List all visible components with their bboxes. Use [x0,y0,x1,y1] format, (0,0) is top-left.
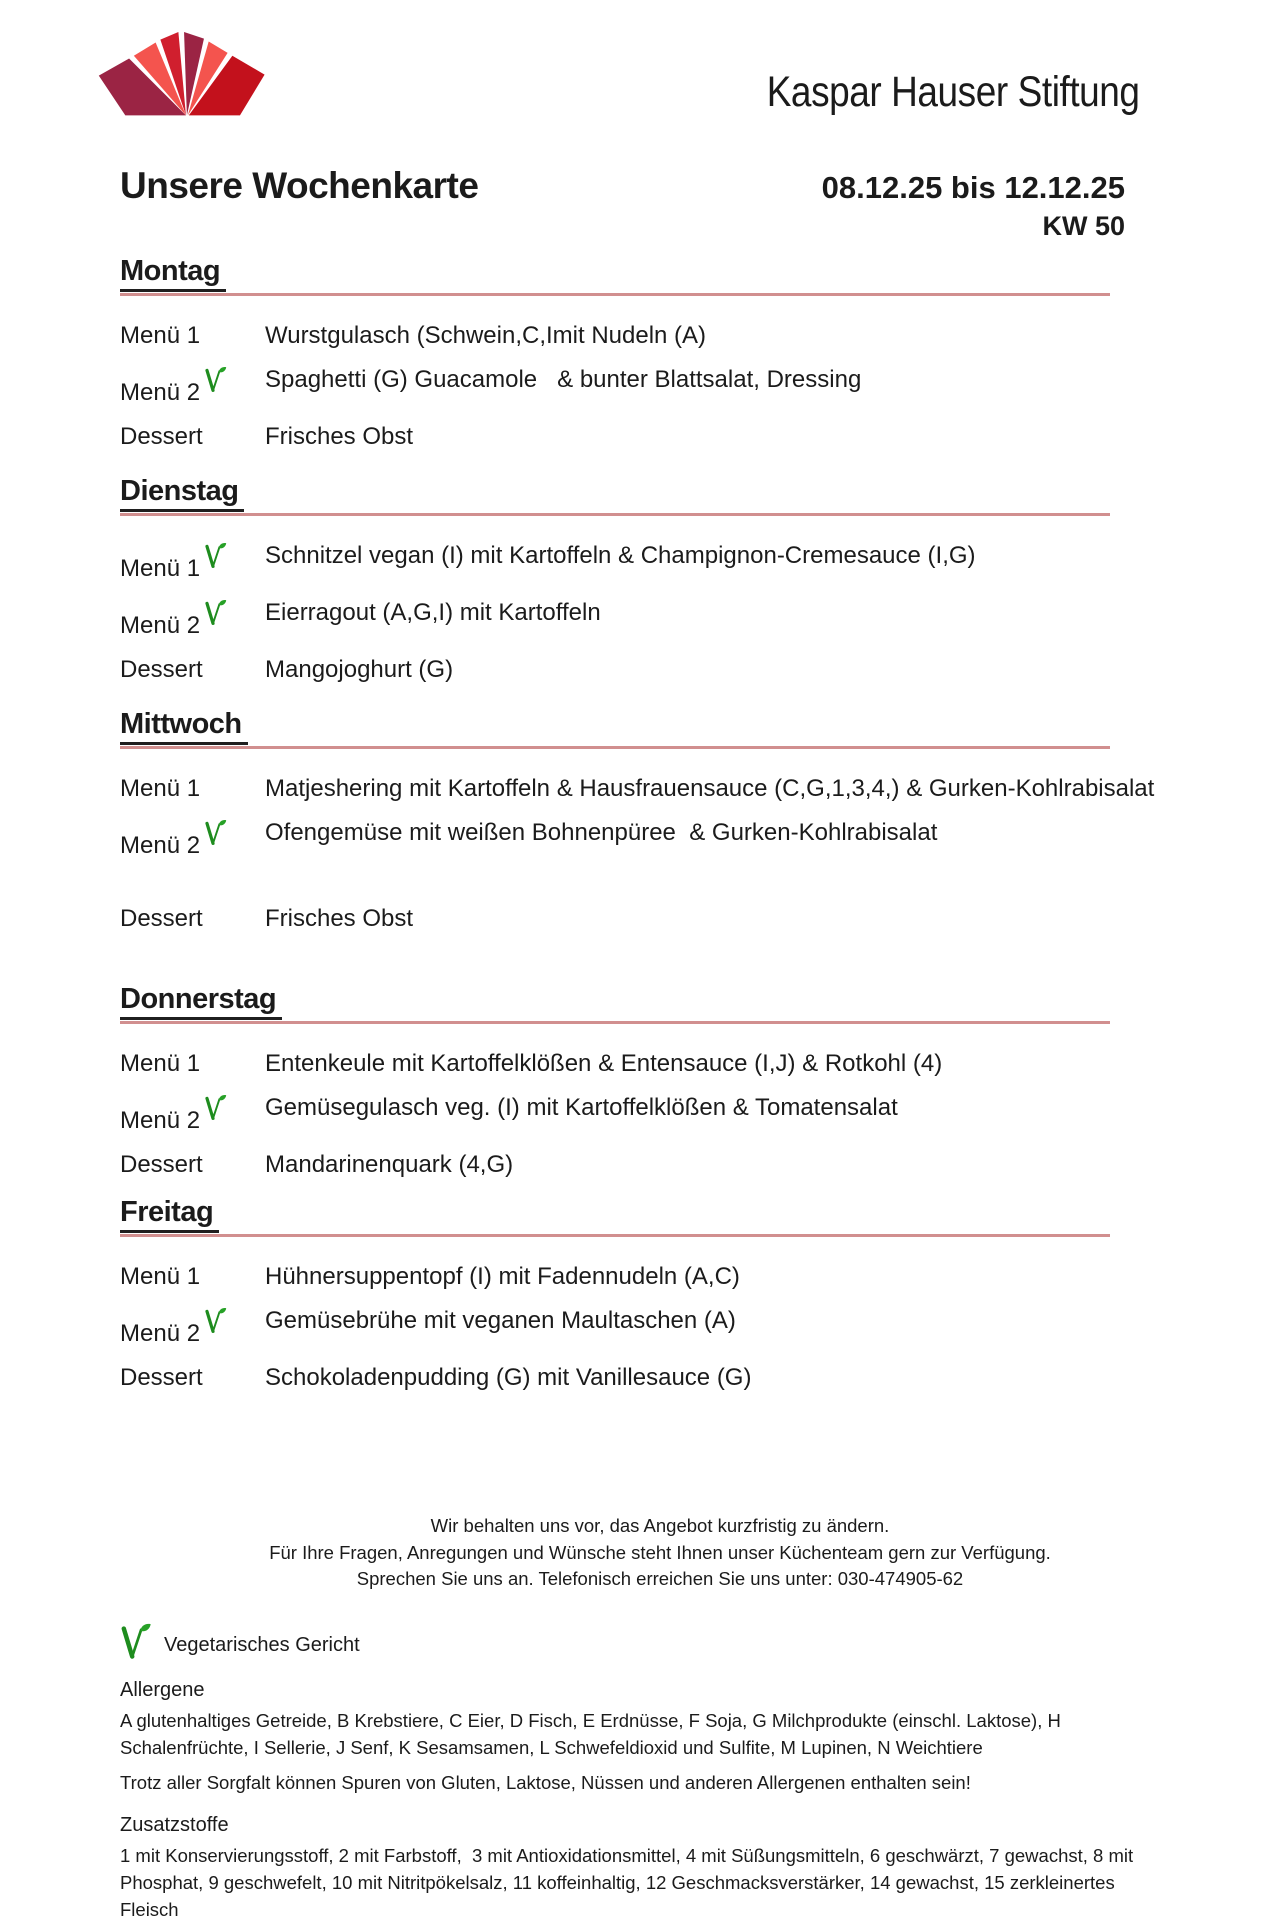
menu-label: Dessert [120,1151,203,1178]
day-underline [120,982,1110,1024]
menu-row-label [120,775,265,802]
menu-label: Menü 1 [120,322,201,349]
menu-row-label [120,1307,265,1347]
day-rows [120,1263,1270,1391]
menu-label: Menü 2 [120,1107,201,1134]
dish-text: Wurstgulasch (Schwein,C,Imit Nudeln (A) [265,322,707,349]
dish-text: Matjeshering mit Kartoffeln & Hausfrauensauce (C,G,1,3,4,) & Gurken-Kohlrabisalat [265,775,1155,802]
day-heading: Mittwoch [120,707,248,745]
day-heading: Dienstag [120,474,244,512]
day-underline [120,254,1110,296]
menu-row [120,1307,1270,1347]
day-section [120,474,1280,683]
menu-label: Dessert [120,423,203,450]
footer-notes [140,1513,1180,1593]
dish-text: Ofengemüse mit weißen Bohnenpüree & Gurken-Kohlrabisalat [265,819,938,846]
day-heading: Donnerstag [120,982,282,1020]
menu-label: Menü 1 [120,1263,201,1290]
vegetarian-icon [203,542,227,570]
day-rows [120,542,1270,683]
menu-row-label [120,599,265,639]
footer-note: Für Ihre Fragen, Anregungen und Wünsche steht Ihnen unser Küchenteam gern zur Verfügung. [269,1541,1051,1563]
menu-row-label [120,322,265,349]
menu-row [120,1364,1270,1391]
day-section [120,982,1280,1178]
vegetarian-icon [203,1094,227,1122]
trace-warning: Trotz aller Sorgfalt können Spuren von Gluten, Laktose, Nüssen und anderen Allergenen enthalten sein! [120,1771,971,1793]
menu-row [120,366,1270,406]
menu-row-label [120,819,265,859]
menu-row-label [120,1151,265,1178]
organization-logo [95,30,275,125]
day-rows [120,1050,1270,1178]
vegetarian-icon [203,1307,227,1335]
day-section [120,254,1280,450]
menu-label: Dessert [120,1364,203,1391]
menu-days [120,254,1280,1391]
additives-title: Zusatzstoffe [120,1813,229,1836]
vegetarian-icon [203,819,227,847]
menu-label: Menü 1 [120,1050,201,1077]
menu-label: Dessert [120,905,203,932]
menu-row [120,819,1270,859]
dish-text: Frisches Obst [265,905,414,932]
allergens-text: A glutenhaltiges Getreide, B Krebstiere, C Eier, D Fisch, E Erdnüsse, F Soja, G Milchprodukte (einschl. Laktose), H Schalenfrüchte, I Sellerie, J Senf, K Sesamsamen, L Schwefeldioxid und Sulfite, M Lupinen, N Weichtiere [120,1709,1066,1758]
menu-row [120,542,1270,582]
dish-text: Entenkeule mit Kartoffelklößen & Entensauce (I,J) & Rotkohl (4) [265,1050,943,1077]
menu-row-label [120,1094,265,1134]
menu-row [120,656,1270,683]
dish-text: Frisches Obst [265,423,414,450]
menu-row [120,905,1270,932]
day-rows [120,775,1270,932]
brand-title: Kaspar Hauser Stiftung [767,68,1140,116]
day-heading: Freitag [120,1195,219,1233]
vegetarian-legend [118,1623,1280,1661]
day-underline [120,707,1110,749]
menu-row-label [120,1364,265,1391]
menu-row [120,423,1270,450]
week-row [0,211,1125,242]
menu-label: Menü 2 [120,379,201,406]
menu-label: Menü 2 [120,832,201,859]
vegetarian-legend-label: Vegetarisches Gericht [164,1633,360,1656]
dish-text: Mandarinenquark (4,G) [265,1151,514,1178]
menu-row-label [120,366,265,406]
menu-row [120,322,1270,349]
menu-row-label [120,1263,265,1290]
vegetarian-icon [203,366,227,394]
menu-row [120,1263,1270,1290]
menu-label: Menü 1 [120,555,201,582]
date-range: 08.12.25 bis 12.12.25 [821,170,1125,205]
dish-text: Eierragout (A,G,I) mit Kartoffeln [265,599,601,626]
menu-row-label [120,905,265,932]
menu-row [120,1094,1270,1134]
page-footer [0,1513,1280,1923]
menu-label: Menü 2 [120,612,201,639]
footer-note: Sprechen Sie uns an. Telefonisch erreichen Sie uns unter: 030-474905-62 [356,1568,964,1589]
page-title: Unsere Wochenkarte [120,165,479,206]
day-section [120,707,1280,932]
day-rows [120,322,1270,450]
menu-row [120,1151,1270,1178]
day-heading: Montag [120,254,226,292]
title-row [120,165,1125,207]
vegetarian-icon [203,599,227,627]
dish-text: Spaghetti (G) Guacamole & bunter Blattsalat, Dressing [265,366,862,393]
day-section [120,1195,1280,1391]
menu-row-label [120,1050,265,1077]
menu-label: Menü 1 [120,775,201,802]
dish-text: Schokoladenpudding (G) mit Vanillesauce (G) [265,1364,752,1391]
menu-row-label [120,423,265,450]
dish-text: Gemüsebrühe mit veganen Maultaschen (A) [265,1307,736,1334]
menu-label: Dessert [120,656,203,683]
footer-note: Wir behalten uns vor, das Angebot kurzfristig zu ändern. [430,1515,890,1536]
menu-row-label [120,656,265,683]
page-header [0,0,1280,125]
allergens-title: Allergene [120,1678,205,1701]
menu-row [120,599,1270,639]
fan-logo-icon [95,30,275,125]
dish-text: Schnitzel vegan (I) mit Kartoffeln & Champignon-Cremesauce (I,G) [265,542,976,569]
menu-row-label [120,542,265,582]
menu-label: Menü 2 [120,1320,201,1347]
dish-text: Mangojoghurt (G) [265,656,454,683]
dish-text: Gemüsegulasch veg. (I) mit Kartoffelklößen & Tomatensalat [265,1094,898,1121]
vegetarian-icon [118,1623,152,1661]
day-underline [120,1195,1110,1237]
day-underline [120,474,1110,516]
menu-row [120,1050,1270,1077]
week-number: KW 50 [1042,211,1125,241]
additives-text: 1 mit Konservierungsstoff, 2 mit Farbstoff, 3 mit Antioxidationsmittel, 4 mit Süßungsmitteln, 6 geschwärzt, 7 gewachst, 8 mit Phosphat, 9 geschwefelt, 10 mit Nitritpökelsalz, 11 koffeinhaltig, 12 Geschmacksverstärker, 14 gewachst, 15 zerkleinertes Fleisch [120,1844,1139,1920]
dish-text: Hühnersuppentopf (I) mit Fadennudeln (A,C) [265,1263,740,1290]
menu-row [120,775,1270,802]
